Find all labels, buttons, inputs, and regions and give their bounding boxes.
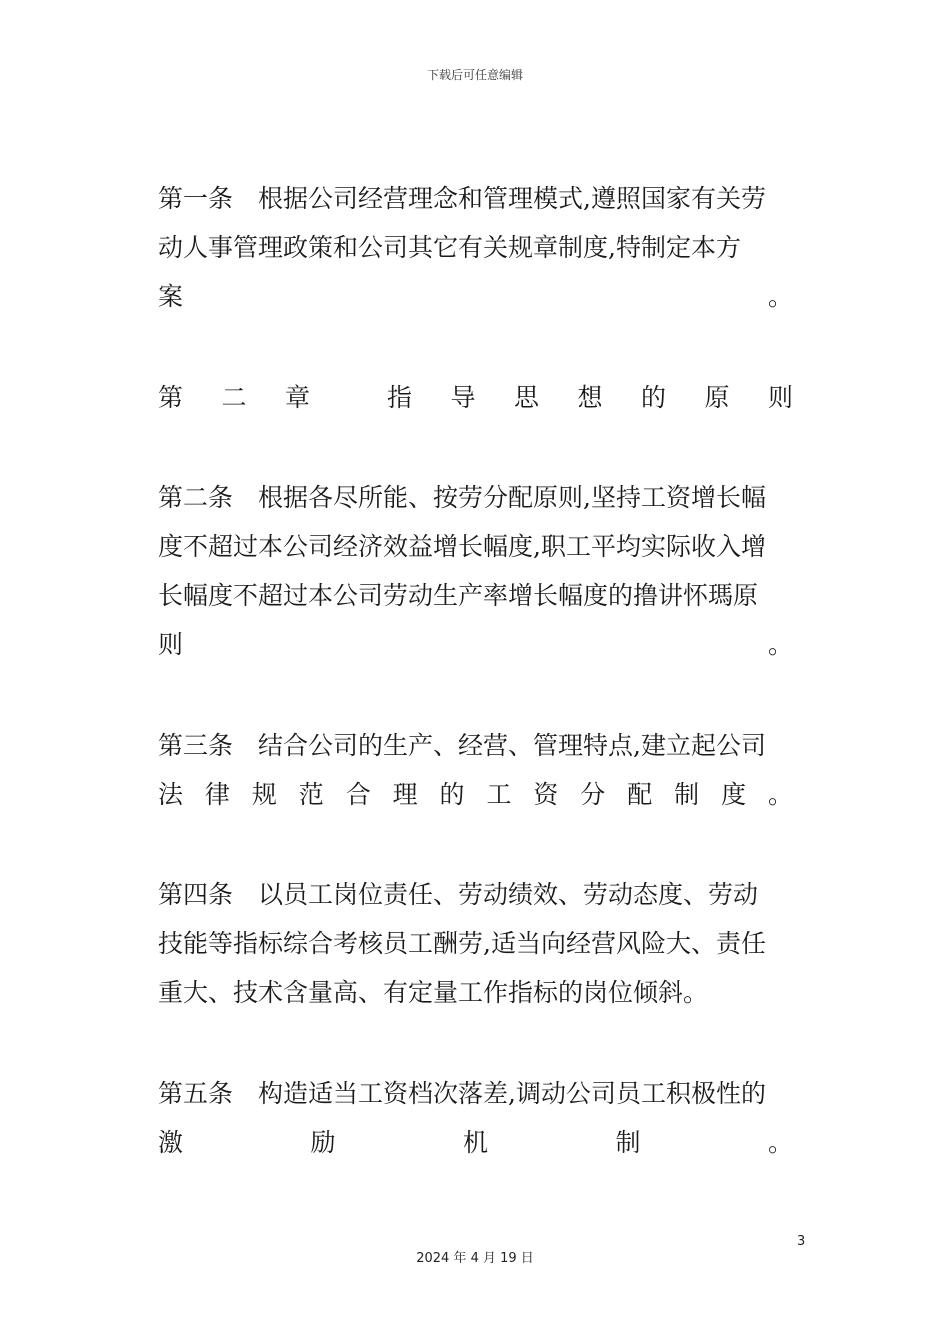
article-2 [158,481,793,662]
text-line: 第五条 构造适当工资档次落差,调动公司员工积极性的 [158,1079,766,1108]
text-char: 激 [158,1128,184,1157]
text-char: 。 [767,630,793,659]
text-char: 。 [767,282,793,311]
article-4 [158,878,793,1010]
text-char: 思 [513,383,539,412]
text-char: 工 [486,780,512,809]
page-number: 3 [797,1234,806,1249]
text-line [158,1126,793,1160]
article-1 [158,182,793,314]
text-line [158,628,793,662]
text-char: 机 [462,1128,488,1157]
text-char: 理 [392,780,418,809]
text-char: 制 [615,1128,641,1157]
page-footer-date: 2024 年 4 月 19 日 [416,1251,534,1266]
text-char: 第 [158,383,184,412]
text-char: 章 [285,383,311,412]
text-char: 原 [704,383,730,412]
chapter-heading [158,381,793,415]
text-line: 重大、技术含量高、有定量工作指标的岗位倾斜。 [158,978,709,1007]
article-3 [158,729,793,812]
text-char: 想 [577,383,603,412]
text-char: 规 [251,780,277,809]
text-line: 第四条 以员工岗位责任、劳动绩效、劳动态度、劳动 [158,880,759,909]
text-char: 指 [386,383,412,412]
text-line [158,778,793,812]
text-line [158,280,793,314]
text-char: 分 [580,780,606,809]
text-line: 第三条 结合公司的生产、经营、管理特点,建立起公司 [158,731,766,760]
text-char: 资 [533,780,559,809]
text-char: 。 [767,780,793,809]
text-char: 合 [345,780,371,809]
text-char: 二 [221,383,247,412]
text-char: 的 [439,780,465,809]
text-char: 则 [767,383,793,412]
text-char: 案 [158,282,184,311]
page-header: 下载后可任意编辑 [426,68,523,82]
text-char: 导 [450,383,476,412]
text-char: 律 [204,780,230,809]
text-line: 长幅度不超过本公司劳动生产率增长幅度的撸讲怀瑪原 [158,581,759,610]
text-char: 制 [674,780,700,809]
text-line: 度不超过本公司经济效益增长幅度,职工平均实际收入增 [158,532,766,561]
text-char: 。 [767,1128,793,1157]
text-char: 法 [158,780,184,809]
text-char: 配 [627,780,653,809]
text-line: 第一条 根据公司经营理念和管理模式,遵照国家有关劳 [158,184,766,213]
text-char: 则 [158,630,184,659]
text-line: 动人事管理政策和公司其它有关规章制度,特制定本方 [158,233,741,262]
text-char: 励 [310,1128,336,1157]
text-line: 技能等指标综合考核员工酬劳,适当向经营风险大、责任 [158,929,766,958]
text-char: 的 [640,383,666,412]
article-5 [158,1077,793,1160]
text-char: 范 [298,780,324,809]
text-char: 度 [721,780,747,809]
text-line: 第二条 根据各尽所能、按劳分配原则,坚持工资增长幅 [158,483,766,512]
text-line [158,381,793,415]
